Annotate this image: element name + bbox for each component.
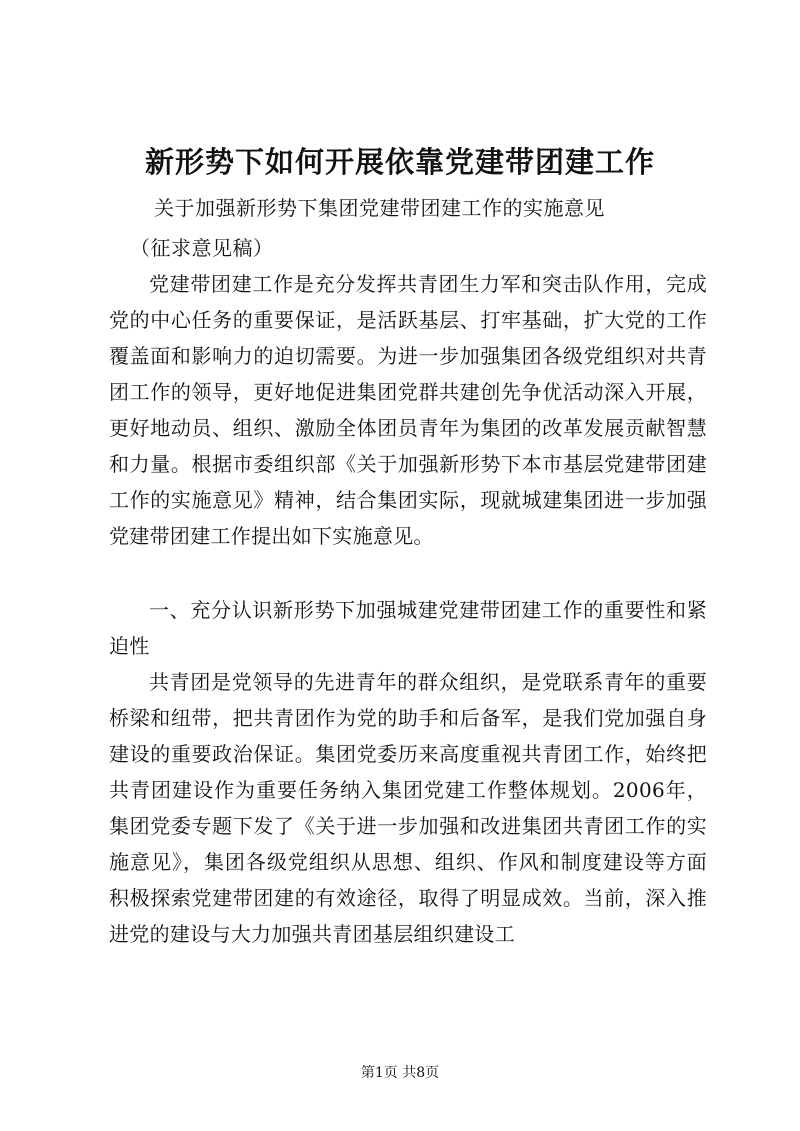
paragraph-1-text: 党建带团建工作是充分发挥共青团生力军和突击队作用，完成党的中心任务的重要保证，是活跃基层、打牢基础，扩大党的工作覆盖面和影响力的迫切需要。为进一步加强集团各级党组织对共青团工作的领导，更好地促进集团党群共建创先争优活动深入开展，更好地动员、组织、激励全体团员青年为集团的改革发展贡献智慧和力量。根据市委组织部《关于加强新形势下本市基层党建带团建工作的实施意见》精神，结合集团实际，现就城建集团进一步加强党建带团建工作提出如下实施意见。 (109, 272, 707, 548)
paragraph-2-text: 共青团是党领导的先进青年的群众组织，是党联系青年的重要桥梁和纽带，把共青团作为党的助手和后备军，是我们党加强自身建设的重要政治保证。集团党委历来高度重视共青团工作，始终把共青团建设作为重要任务纳入集团党建工作整体规划。2006年，集团党委专题下发了《关于进一步加强和改进集团共青团工作的实施意见》，集团各级党组织从思想、组织、作风和制度建设等方面积极探索党建带团建的有效途径，取得了明显成效。当前，深入推进党的建设与大力加强共青团基层组织建设工 (109, 670, 707, 946)
section-heading-1-text: 一、充分认识新形势下加强城建党建带团建工作的重要性和紧迫性 (109, 598, 707, 658)
paragraph-2 (109, 664, 707, 952)
paragraph-1 (109, 266, 707, 554)
page-indicator: 第1页 共8页 (360, 1065, 440, 1081)
document-title: 新形势下如何开展依靠党建带团建工作 (144, 145, 655, 179)
draft-note: （征求意见稿） (130, 236, 274, 260)
document-subtitle: 关于加强新形势下集团党建带团建工作的实施意见 (154, 196, 605, 220)
section-heading-1 (109, 592, 707, 664)
